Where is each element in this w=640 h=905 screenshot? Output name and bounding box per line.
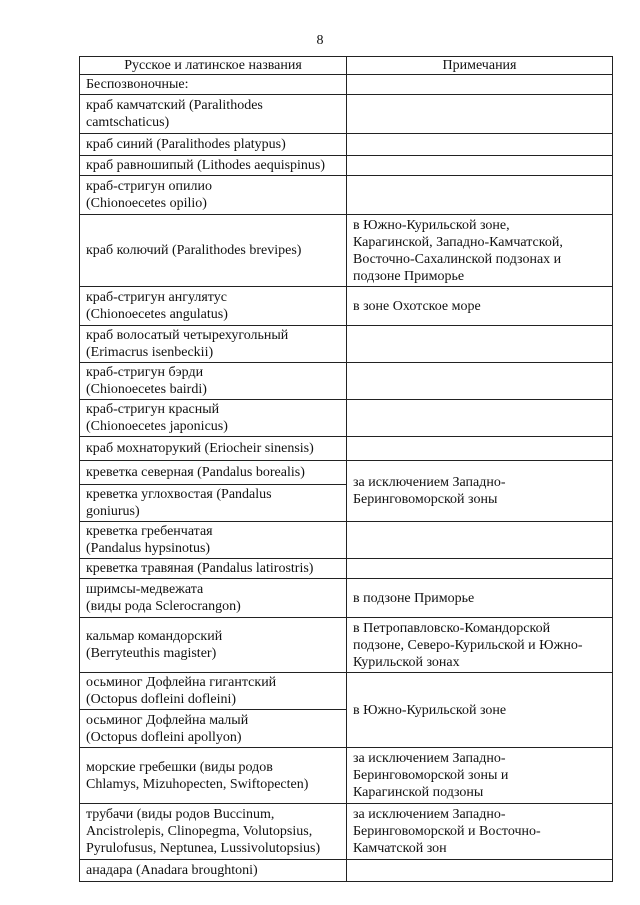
species-name-line: краб волосатый четырехугольный xyxy=(86,328,289,343)
species-name-line: (Chionoecetes opilio) xyxy=(86,196,207,211)
species-name-line: краб-стригун красный xyxy=(86,402,220,417)
notes-cell xyxy=(347,215,613,287)
note-line: Карагинской, Западно-Камчатской, xyxy=(353,234,563,250)
table-row xyxy=(80,748,613,804)
note-line: Карагинской подзоны xyxy=(353,785,484,800)
notes-cell xyxy=(347,673,613,748)
species-name-line: Ancistrolepis, Clinopegma, Volutopsius, xyxy=(86,824,313,839)
species-name-line: goniurus) xyxy=(86,504,140,519)
notes-cell xyxy=(347,437,613,461)
species-name-line: кальмар командорский xyxy=(86,629,223,644)
species-name-line: анадара (Anadara broughtoni) xyxy=(86,863,258,878)
species-name-line: осьминог Дофлейна гигантский xyxy=(86,675,277,690)
note-line: подзоне Приморье xyxy=(353,268,465,284)
species-name-line: (Chionoecetes angulatus) xyxy=(86,307,228,322)
species-name xyxy=(80,860,347,882)
table-row xyxy=(80,437,613,461)
notes-cell xyxy=(347,400,613,437)
species-name-line: (Erimacrus isenbeckii) xyxy=(86,345,214,360)
notes-cell xyxy=(347,287,613,326)
column-header-names: Русское и латинское названия xyxy=(80,57,347,75)
species-name-line: креветка северная (Pandalus borealis) xyxy=(86,465,305,480)
note-line: подзоне, Северо-Курильской и Южно- xyxy=(353,637,583,653)
notes-cell xyxy=(347,156,613,176)
species-name-line: краб-стригун бэрди xyxy=(86,365,204,380)
notes-cell xyxy=(347,804,613,860)
notes-cell xyxy=(347,75,613,95)
notes-cell xyxy=(347,579,613,618)
species-name-line: краб колючий (Paralithodes brevipes) xyxy=(86,243,302,258)
species-name-line: (Pandalus hypsinotus) xyxy=(86,541,211,556)
table-row xyxy=(80,176,613,215)
species-name-line: трубачи (виды родов Buccinum, xyxy=(86,807,275,822)
species-name-line: camtschaticus) xyxy=(86,115,170,130)
note-line: в подзоне Приморье xyxy=(353,590,475,606)
table-row xyxy=(80,618,613,673)
notes-cell xyxy=(347,618,613,673)
species-table xyxy=(79,56,613,882)
table-row xyxy=(80,363,613,400)
table-row xyxy=(80,559,613,579)
species-name xyxy=(80,363,347,400)
species-name-line: краб мохнаторукий (Eriocheir sinensis) xyxy=(86,441,314,456)
table-row xyxy=(80,400,613,437)
species-name-line: краб-стригун ангулятус xyxy=(86,290,227,305)
species-name xyxy=(80,156,347,176)
species-name-line: (Chionoecetes japonicus) xyxy=(86,419,228,434)
notes-cell xyxy=(347,860,613,882)
notes-cell xyxy=(347,363,613,400)
table-row xyxy=(80,95,613,134)
table-row xyxy=(80,804,613,860)
species-name xyxy=(80,287,347,326)
species-name-line: (Chionoecetes bairdi) xyxy=(86,382,207,397)
notes-cell xyxy=(347,326,613,363)
note-line: Восточно-Сахалинской подзонах и xyxy=(353,251,562,267)
species-name xyxy=(80,134,347,156)
table-row xyxy=(80,522,613,559)
species-name xyxy=(80,804,347,860)
note-line: за исключением Западно- xyxy=(353,751,506,766)
species-name-line: Pyrulofusus, Neptunea, Lussivolutopsius) xyxy=(86,841,321,856)
species-name xyxy=(80,673,347,710)
species-name-line: морские гребешки (виды родов xyxy=(86,759,273,775)
table-row xyxy=(80,287,613,326)
species-name xyxy=(80,710,347,748)
note-line: Беринговоморской зоны и xyxy=(353,768,509,783)
note-line: за исключением Западно- xyxy=(353,807,506,822)
species-name-line: (Octopus dofleini dofleini) xyxy=(86,692,237,707)
table-row xyxy=(80,326,613,363)
species-name-line: краб камчатский (Paralithodes xyxy=(86,98,263,113)
table-header-row xyxy=(80,57,613,75)
table-row xyxy=(80,75,613,95)
species-name xyxy=(80,437,347,461)
species-name-line: (виды рода Sclerocrangon) xyxy=(86,599,241,614)
section-label: Беспозвоночные: xyxy=(80,75,347,95)
species-name-line: шримсы-медвежата xyxy=(86,582,204,597)
species-name xyxy=(80,176,347,215)
table-row xyxy=(80,215,613,287)
table-row xyxy=(80,134,613,156)
species-name-line: краб-стригун опилио xyxy=(86,179,212,194)
notes-cell xyxy=(347,134,613,156)
table-row xyxy=(80,579,613,618)
notes-cell xyxy=(347,461,613,522)
notes-cell xyxy=(347,559,613,579)
species-name xyxy=(80,579,347,618)
table-row xyxy=(80,461,613,485)
species-name-line: краб равношипый (Lithodes aequispinus) xyxy=(86,158,326,173)
species-name-line: Chlamys, Mizuhopecten, Swiftopecten) xyxy=(86,776,309,792)
table-row xyxy=(80,156,613,176)
species-name-line: (Octopus dofleini apollyon) xyxy=(86,729,242,745)
species-name xyxy=(80,400,347,437)
species-name-line: креветка травяная (Pandalus latirostris) xyxy=(86,561,314,576)
species-name xyxy=(80,326,347,363)
note-line: в Южно-Курильской зоне xyxy=(353,702,507,718)
note-line: в Южно-Курильской зоне, xyxy=(353,217,510,233)
species-name xyxy=(80,559,347,579)
note-line: Беринговоморской зоны xyxy=(353,492,498,507)
species-name-line: осьминог Дофлейна малый xyxy=(86,712,249,728)
notes-cell xyxy=(347,176,613,215)
note-line: в зоне Охотское море xyxy=(353,298,481,314)
notes-cell xyxy=(347,522,613,559)
species-name xyxy=(80,95,347,134)
notes-cell xyxy=(347,95,613,134)
table-row xyxy=(80,673,613,710)
species-name xyxy=(80,748,347,804)
note-line: Курильской зонах xyxy=(353,654,460,670)
species-name-line: (Berryteuthis magister) xyxy=(86,646,217,661)
species-name-line: краб синий (Paralithodes platypus) xyxy=(86,137,286,152)
species-name xyxy=(80,215,347,287)
species-name-line: креветка гребенчатая xyxy=(86,524,213,539)
notes-cell xyxy=(347,748,613,804)
table-row xyxy=(80,860,613,882)
species-name xyxy=(80,522,347,559)
note-line: Беринговоморской и Восточно- xyxy=(353,824,541,839)
note-line: в Петропавловско-Командорской xyxy=(353,620,551,636)
column-header-notes: Примечания xyxy=(347,57,613,75)
species-name xyxy=(80,485,347,522)
page-number: 8 xyxy=(316,33,324,48)
species-name xyxy=(80,618,347,673)
note-line: Камчатской зон xyxy=(353,841,447,856)
species-name-line: креветка углохвостая (Pandalus xyxy=(86,487,272,502)
species-name xyxy=(80,461,347,485)
note-line: за исключением Западно- xyxy=(353,475,506,490)
